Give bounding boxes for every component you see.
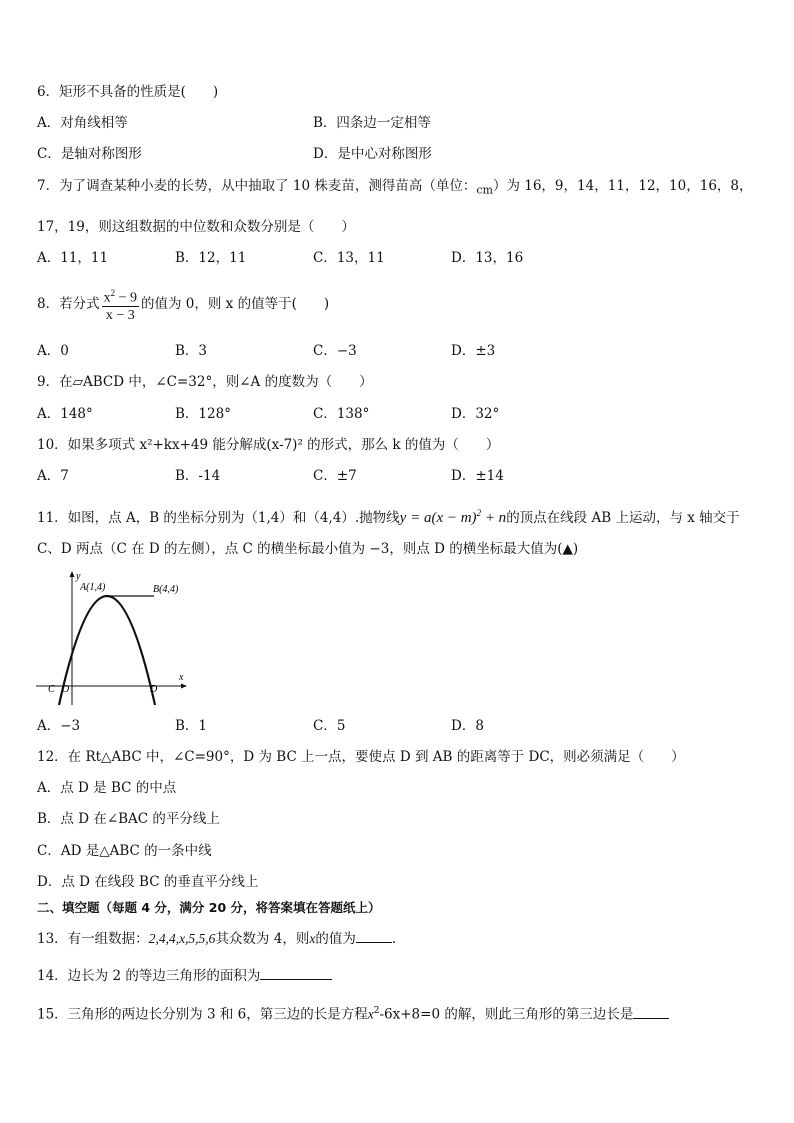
q8-fraction bbox=[102, 285, 139, 325]
q10-stem: 10．如果多项式 x²+kx+49 能分解成(x-7)² 的形式，那么 k 的值为（ ） bbox=[37, 437, 500, 453]
q11-option-b: B．1 bbox=[175, 718, 208, 734]
q6-option-d: D．是中心对称图形 bbox=[313, 146, 432, 162]
section-2-title: 二、填空题（每题 4 分，满分 20 分，将答案填在答题纸上） bbox=[37, 900, 381, 915]
q8-prefix: 8．若分式 bbox=[37, 296, 100, 312]
q6-option-b: B．四条边一定相等 bbox=[313, 115, 431, 131]
q6-stem: 6．矩形不具备的性质是( ) bbox=[37, 84, 219, 100]
q7-unit: cm bbox=[476, 183, 493, 197]
q9-option-b: B．128° bbox=[175, 406, 231, 422]
q11-parabola-figure bbox=[36, 570, 196, 710]
q7-option-a: A．11，11 bbox=[37, 250, 109, 266]
q8-numerator: $x^2 - 9$ bbox=[102, 285, 139, 308]
q9-option-a: A．148° bbox=[37, 406, 93, 422]
q13-prefix: 13．有一组数据： bbox=[37, 931, 149, 947]
q8-option-b: B．3 bbox=[175, 343, 208, 359]
q6-option-c: C．是轴对称图形 bbox=[37, 146, 142, 162]
q12-option-a: A．点 D 是 BC 的中点 bbox=[37, 780, 177, 796]
q15-rest: -6x+8=0 的解，则此三角形的第三边长是 bbox=[379, 1006, 634, 1023]
label-x: x bbox=[179, 672, 184, 683]
q11-stem-part2: 的顶点在线段 AB 上运动，与 x 轴交于 bbox=[506, 510, 740, 526]
q10-option-a: A．7 bbox=[37, 468, 69, 484]
q8-denominator: x − 3 bbox=[105, 308, 135, 324]
q11-option-c: C．5 bbox=[313, 718, 346, 734]
q11-parabola-formula: $y = a(x - m)^2 + n$ bbox=[399, 508, 507, 526]
q7-option-b: B．12，11 bbox=[175, 250, 247, 266]
q13-stem bbox=[37, 928, 396, 948]
q13-end: . bbox=[391, 931, 397, 947]
q13-var: x bbox=[309, 931, 316, 946]
q7-option-d: D．13，16 bbox=[451, 250, 524, 266]
q11-option-a: A．−3 bbox=[37, 718, 81, 734]
q8-option-c: C．−3 bbox=[313, 343, 357, 359]
q14-stem bbox=[37, 965, 332, 985]
q12-option-d: D．点 D 在线段 BC 的垂直平分线上 bbox=[37, 874, 259, 890]
q12-stem: 12．在 Rt△ABC 中，∠C=90°，D 为 BC 上一点，要使点 D 到 AB 的距离等于 DC，则必须满足（ ） bbox=[37, 749, 685, 765]
q7-stem-part2: ）为 16，9，14，11，12，10，16，8， bbox=[492, 178, 753, 194]
q15-answer-blank[interactable] bbox=[633, 1004, 669, 1019]
q15-eq-var: x bbox=[367, 1006, 374, 1022]
x-axis-arrow bbox=[181, 684, 187, 689]
q15-stem bbox=[37, 1002, 669, 1024]
q8-option-d: D．±3 bbox=[451, 343, 496, 359]
label-origin: O bbox=[62, 684, 70, 695]
q11-option-d: D．8 bbox=[451, 718, 484, 734]
q12-option-c: C．AD 是△ABC 的一条中线 bbox=[37, 843, 212, 859]
q7-stem-line1 bbox=[37, 177, 753, 200]
q6-option-a: A．对角线相等 bbox=[37, 115, 128, 131]
q7-stem-line2: 17，19，则这组数据的中位数和众数分别是（ ） bbox=[37, 219, 355, 235]
q13-data: 2,4,4,x,5,5,6 bbox=[148, 931, 216, 946]
q13-mid: 其众数为 4，则 bbox=[215, 931, 310, 947]
y-axis-arrow bbox=[70, 571, 75, 577]
q14-answer-blank[interactable] bbox=[260, 965, 332, 980]
q7-stem-part1: 7．为了调查某种小麦的长势，从中抽取了 10 株麦苗，测得苗高（单位： bbox=[37, 178, 477, 194]
q12-option-b: B．点 D 在∠BAC 的平分线上 bbox=[37, 811, 220, 827]
q15-prefix: 15．三角形的两边长分别为 3 和 6，第三边的长是方程 bbox=[37, 1006, 368, 1023]
label-point-b: B(4,4) bbox=[153, 584, 179, 595]
q14-text: 14．边长为 2 的等边三角形的面积为 bbox=[37, 968, 261, 984]
label-y: y bbox=[76, 571, 81, 582]
q13-answer-blank[interactable] bbox=[356, 928, 392, 943]
q9-stem: 9．在▱ABCD 中，∠C=32°，则∠A 的度数为（ ） bbox=[37, 374, 373, 390]
q9-option-d: D．32° bbox=[451, 406, 500, 422]
q13-suffix: 的值为 bbox=[315, 931, 356, 947]
q11-stem-line1 bbox=[37, 504, 740, 527]
q11-stem-line2: C、D 两点（C 在 D 的左侧），点 C 的横坐标最小值为 −3，则点 D 的横坐标最大值为(▲) bbox=[37, 541, 579, 557]
label-point-c: C bbox=[48, 684, 55, 695]
parabola-curve bbox=[59, 596, 155, 705]
q9-option-c: C．138° bbox=[313, 406, 370, 422]
q8-stem bbox=[37, 284, 329, 324]
q10-option-c: C．±7 bbox=[313, 468, 357, 484]
label-point-d: D bbox=[150, 684, 158, 695]
q7-option-c: C．13，11 bbox=[313, 250, 385, 266]
q11-stem-part1: 11．如图，点 A，B 的坐标分别为（1,4）和（4,4）.抛物线 bbox=[37, 510, 400, 526]
label-point-a: A(1,4) bbox=[80, 582, 106, 593]
q8-suffix: 的值为 0，则 x 的值等于( ) bbox=[141, 296, 330, 312]
q8-option-a: A．0 bbox=[37, 343, 69, 359]
q10-option-d: D．±14 bbox=[451, 468, 504, 484]
q10-option-b: B．-14 bbox=[175, 468, 221, 484]
q15-eq-sup: 2 bbox=[373, 1006, 380, 1016]
